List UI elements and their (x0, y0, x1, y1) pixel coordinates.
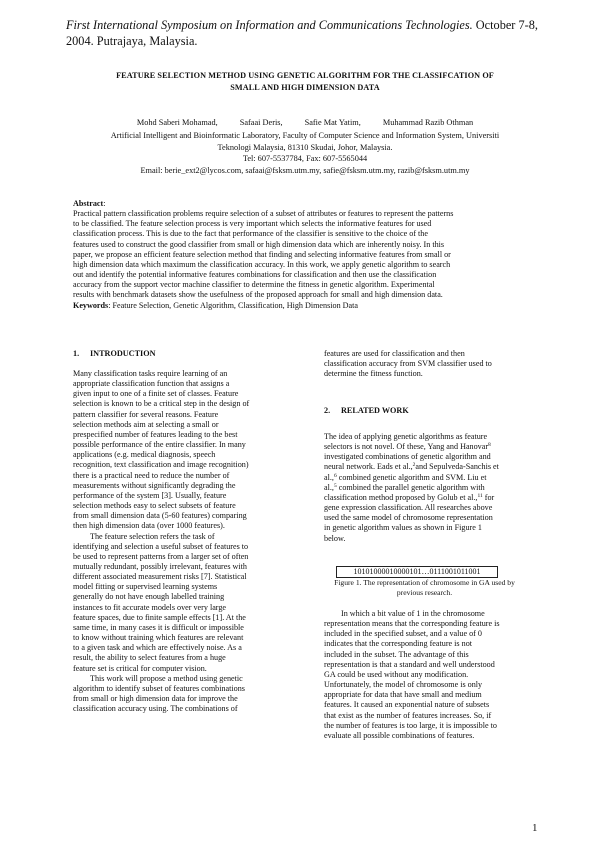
abstract-label: Abstract (73, 199, 104, 208)
abstract-line: paper, we propose an efficient feature selection method that finding and selecting informative features from small or (73, 249, 451, 259)
abstract-line: classification process. This is due to the fact that performance of the classifier is sensitive to the choice of the (73, 229, 428, 239)
author-name: Muhammad Razib Othman (382, 118, 474, 127)
email-line: Email: berie_ext2@lycos.com, safaai@fsksm.utm.my, safie@fsksm.utm.my, razib@fsksm.utm.my (140, 165, 470, 175)
text-line: from small dimension data (5-60 features) comparing (73, 511, 247, 521)
text-line: included in the subset. The advantage of this (324, 649, 469, 659)
citation: 8 (488, 442, 491, 449)
text-line: in genetic algorithm values as shown in Figure 1 (324, 523, 482, 533)
text-line: measurements without significantly degrading the (73, 480, 236, 490)
text-line: and Sepulveda-Sanchis et (415, 462, 499, 472)
title-line-1: FEATURE SELECTION METHOD USING GENETIC ALGORITHM FOR THE CLASSIFCATION OF (116, 71, 494, 80)
text-line: The feature selection refers the task of (90, 531, 215, 541)
text-line: classification method proposed by Golub et al., (324, 492, 478, 502)
text-line: combined the parallel genetic algorithm with (336, 482, 485, 492)
section-title: INTRODUCTION (90, 349, 156, 358)
abstract-line: high dimension data which maximum the classification accuracy. In this work, we apply genetic algorithm to search (73, 259, 451, 269)
abstract-line: accuracy from the support vector machine classifier to determine the fitness in genetic algorithm. Experimental (73, 280, 435, 290)
text-line: determine the fitness function. (324, 369, 423, 379)
section-title: RELATED WORK (341, 406, 409, 415)
abstract-line: out and identify the potential informative features combinations for classification and then use the classification (73, 270, 437, 280)
text-line: features are used for classification and then (324, 349, 465, 358)
text-line: possible performance of the entire classifier. In many (73, 440, 246, 450)
text-line: applications (e.g. medical diagnosis, speech (73, 450, 216, 460)
text-line: identifying and selection a useful subset of features to (73, 541, 249, 551)
author-names (60, 117, 550, 128)
citation: 2 (412, 462, 416, 469)
text-line: combined genetic algorithm and SVM. Liu et (336, 472, 487, 482)
text-line: below. (324, 533, 346, 543)
affiliation-line-2: Teknologi Malaysia, 81310 Skudai, Johor, Malaysia. (217, 142, 393, 152)
text-line: recognition, text classification and image recognition) (73, 460, 249, 470)
text-line: selection methods easy to select subsets of feature (73, 501, 236, 511)
text-line: prespecified number of features leading to the best (73, 429, 238, 439)
section-heading-related-work (324, 406, 409, 415)
text-line: feature set is critical for computer vision. (73, 663, 207, 673)
text-line: same time, in many cases it is difficult or impossible (73, 622, 244, 632)
text-line: gene expression classification. All researches above (324, 503, 493, 513)
text-line: selectors is not novel. Of these, Yang and Hanovar (324, 442, 489, 452)
text-line: investigated combinations of genetic algorithm and (324, 452, 491, 462)
abstract-line: Practical pattern classification problems require selection of a subset of attributes or features to represent the patterns (73, 209, 454, 219)
left-column-text (73, 369, 295, 714)
text-line: al., (324, 472, 334, 482)
text-line: In which a bit value of 1 in the chromosome (341, 609, 485, 618)
paper-title (70, 70, 540, 94)
paragraph (73, 369, 295, 532)
text-line: there is a practical need to reduce the number of (73, 470, 230, 480)
section-number: 1. (73, 349, 80, 358)
text-line: representation is that a standard and well understood (324, 659, 495, 669)
caption-line: previous research. (396, 587, 453, 597)
text-line: indicates that the corresponding feature is not (324, 639, 473, 649)
abstract: Abstract: Practical pattern classification problems require selection of a subset of attributes or features to represent the patterns to be classified. The feature selection process is very important which selects the informative features for used classification process. This is due to the fact that performance of the classifier is sensitive to the choice of the features used to construct the good classifier from small or high dimension data which are inherently noisy. In this paper, we propose an efficient feature selection method that finding and selecting informative features from small or high dimension data which maximum the classification accuracy. In this work, we apply genetic algorithm to search out and identify the potential informative features combinations for classification and then use the classification accuracy from the support vector machine classifier to determine the fitness in genetic algorithm. Experimental results with benchmark datasets show the usefulness of the proposed approach for small and high dimension data. Keywords: Feature Selection, Genetic Algorithm, Classification, High Dimension Data (73, 199, 541, 311)
author-name: Safaai Deris, (239, 118, 283, 127)
text-line: then high dimension data (over 1000 features). (73, 521, 225, 531)
text-line: features. It caused an exponential nature of subsets (324, 700, 490, 710)
text-line: different associated measurement risks [7]. Statistical (73, 572, 247, 582)
caption-line: Figure 1. The representation of chromosome in GA used by (334, 578, 515, 587)
conference-name: First International Symposium on Information and Communications Technologies. (66, 18, 473, 32)
text-line: appropriate for data that have small and medium (324, 690, 482, 700)
text-line: given input to one of a finite set of classes. Feature (73, 389, 239, 399)
title-line-2: SMALL AND HIGH DIMENSION DATA (230, 83, 380, 92)
citation: 6 (333, 472, 337, 479)
text-line: performance of the system [3]. Usually, feature (73, 490, 227, 500)
related-work-paragraph-1 (324, 432, 546, 544)
text-line: that exist as the number of features increases. So, if (324, 710, 492, 720)
text-line: Many classification tasks require learning of an (73, 369, 228, 378)
figure-caption (322, 578, 527, 597)
text-line: mutually redundant, possibly irrelevant, features with (73, 561, 247, 571)
author-block (60, 117, 550, 176)
text-line: to know without training which features are relevant (73, 633, 244, 643)
text-line: neural network. Eads et al., (324, 462, 413, 472)
text-line: appropriate classification function that assigns a (73, 379, 230, 389)
related-work-paragraph-2 (324, 609, 546, 741)
keywords-label: Keywords (73, 300, 109, 310)
text-line: classification accuracy from SVM classifier used to (324, 359, 492, 369)
text-line: used the same model of chromosome representation (324, 513, 493, 523)
right-column-continuation (324, 349, 546, 379)
abstract-line: features used to construct the good classifier from small or high dimension data which are inherently noisy. In this (73, 239, 445, 249)
conference-location: 2004. Putrajaya, Malaysia. (66, 33, 198, 48)
author-name: Safie Mat Yatim, (304, 118, 361, 127)
text-line: representation means that the corresponding feature is (324, 619, 500, 629)
text-line: selection is known to be a critical step in the design of (73, 399, 250, 409)
text-line: the number of features is too large, it is impossible to (324, 720, 497, 730)
text-line: be used to represent patterns from a larger set of often (73, 551, 249, 561)
text-line: to a given task and which are effectively noise. As a (73, 643, 242, 653)
citation: 11 (477, 492, 483, 499)
text-line: selection methods aim at selecting a small or (73, 419, 219, 429)
text-line: algorithm to identify subset of features combinations (73, 683, 245, 693)
text-line: included in the specified subset, and a value of 0 (324, 629, 482, 639)
text-line: from small or high dimension data for improve the (73, 694, 238, 703)
affiliation-line-1: Artificial Intelligent and Bioinformatic Laboratory, Faculty of Computer Science and Information System, Universiti (110, 131, 500, 141)
chromosome-figure: 10101000010000101…0111001011001 (336, 566, 498, 578)
text-line: al., (324, 482, 334, 492)
text-line: model fitting or supervised learning systems (73, 582, 218, 592)
text-line: result, the ability to select features from a huge (73, 653, 226, 663)
text-line: evaluate all possible combinations of features. (324, 730, 475, 740)
text-line: for (482, 492, 495, 502)
text-line: feature spaces, due to finite sample effects [1]. At the (73, 612, 246, 622)
citation: 5 (333, 482, 337, 489)
abstract-line: to be classified. The feature selection process is very important which selects the informative features for used (73, 219, 432, 229)
text-line: classification accuracy using. The combinations of (73, 704, 238, 714)
page-number: 1 (532, 822, 538, 834)
keywords-text: : Feature Selection, Genetic Algorithm, Classification, High Dimension Data (108, 300, 359, 310)
text-line: generally do not have enough labelled training (73, 592, 225, 602)
section-number: 2. (324, 406, 331, 415)
conference-header (66, 18, 546, 49)
text-line: Unfortunately, the model of chromosome is only (324, 680, 483, 690)
phone-fax: Tel: 607-5537784, Fax: 607-5565044 (242, 154, 368, 164)
text-line: GA could be used without any modification. (324, 669, 469, 679)
conference-dates: October 7-8, (475, 18, 538, 32)
author-name: Mohd Saberi Mohamad, (136, 118, 218, 127)
section-heading-introduction (73, 349, 156, 358)
paragraph (73, 674, 295, 715)
text-line: This work will propose a method using genetic (90, 673, 243, 683)
text-line: instances to fit accurate models over very large (73, 602, 227, 612)
paragraph (73, 532, 295, 674)
text-line: The idea of applying genetic algorithms as feature (324, 432, 488, 441)
keywords-line (73, 301, 541, 311)
text-line: pattern classifier for several reasons. Feature (73, 409, 219, 419)
abstract-line: results with benchmark datasets show the usefulness of the proposed approach for small and high dimension data. (73, 290, 443, 300)
